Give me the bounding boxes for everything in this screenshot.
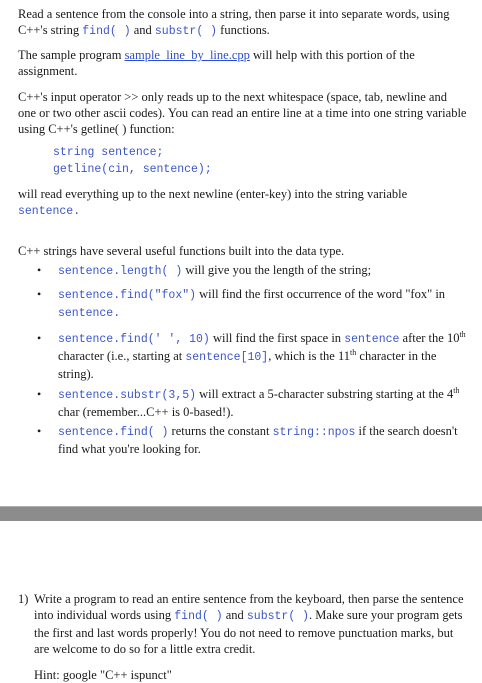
substr-code: substr( ) bbox=[154, 25, 218, 38]
code-line-1: string sentence; bbox=[53, 146, 164, 159]
bullet: • bbox=[37, 287, 42, 301]
npos-text: returns the constant bbox=[168, 424, 273, 438]
find-space-code-2: sentence bbox=[344, 333, 400, 346]
list-item-length bbox=[18, 262, 468, 280]
find-space-text-4: , which is the 11 bbox=[268, 349, 351, 363]
input-operator-text: C++'s input operator >> only reads up to the next whitespace (space, tab, newline and one or two other ascii codes). You can read an entire line at a time into one string variable using C++'s getline( ) function: bbox=[18, 90, 467, 136]
bullet: • bbox=[37, 263, 42, 277]
question-text-end: . Make sure your program gets the first and last words properly! You do not need to remove punctuation marks, but are welcome to do so for a little extra credit. bbox=[34, 608, 463, 656]
find-code: find( ) bbox=[82, 25, 131, 38]
bullet: • bbox=[37, 331, 42, 345]
substr-example-text: will extract a 5-character substring starting at the 4 bbox=[196, 387, 454, 401]
code-line-2: getline(cin, sentence); bbox=[53, 163, 212, 176]
question-substr-code: substr( ) bbox=[246, 610, 310, 623]
bullet: • bbox=[37, 387, 42, 401]
intro-paragraph bbox=[18, 6, 468, 40]
section-divider bbox=[0, 506, 482, 521]
functions-list bbox=[18, 262, 468, 457]
sample-text-end: will help with this portion of the assignment. bbox=[18, 48, 415, 78]
substr-example-code: sentence.substr(3,5) bbox=[58, 389, 197, 402]
find-space-text-3: character (i.e., starting at bbox=[58, 349, 186, 363]
npos-text-2: if the search doesn't find what you're looking for. bbox=[58, 424, 458, 456]
read-everything-text: will read everything up to the next newline (enter-key) into the string variable bbox=[18, 187, 408, 201]
find-fox-text: will find the first occurrence of the word "fox" in bbox=[196, 287, 446, 301]
list-item-npos bbox=[18, 423, 468, 457]
length-code: sentence.length( ) bbox=[58, 265, 183, 278]
question-and-text: and bbox=[222, 608, 247, 622]
list-item-substr bbox=[18, 386, 468, 420]
find-space-text-2: after the 10 bbox=[399, 331, 460, 345]
find-space-code: sentence.find(' ', 10) bbox=[58, 333, 210, 346]
find-fox-code-2: sentence. bbox=[58, 307, 121, 320]
superscript: th bbox=[453, 385, 460, 395]
sample-paragraph bbox=[18, 47, 468, 79]
read-everything-paragraph bbox=[18, 186, 468, 220]
code-block bbox=[53, 144, 212, 178]
question-number: 1) bbox=[18, 592, 29, 606]
list-item-find bbox=[18, 286, 468, 322]
question-text: Write a program to read an entire sentence from the keyboard, then parse the sentence into individual words using bbox=[34, 592, 464, 622]
strings-section bbox=[18, 243, 468, 463]
find-space-text-5: character in the string). bbox=[58, 349, 437, 381]
npos-code: sentence.find( ) bbox=[58, 426, 169, 439]
npos-constant-code: string::npos bbox=[272, 426, 356, 439]
find-fox-code: sentence.find("fox") bbox=[58, 289, 197, 302]
superscript: th bbox=[350, 347, 357, 357]
length-text: will give you the length of the string; bbox=[182, 263, 372, 277]
strings-intro: C++ strings have several useful functions built into the data type. bbox=[18, 244, 345, 258]
hint-text: Hint: google "C++ ispunct" bbox=[34, 668, 172, 682]
list-item-find-space bbox=[18, 330, 468, 382]
sample-program-link[interactable]: sample_line_by_line.cpp bbox=[124, 48, 250, 62]
and-text: and bbox=[130, 23, 155, 37]
sentence-code: sentence. bbox=[18, 205, 81, 218]
question-find-code: find( ) bbox=[174, 610, 223, 623]
find-space-code-3: sentence[10] bbox=[185, 351, 269, 364]
intro-text: Read a sentence from the console into a string, then parse it into separate words, using C++'s string bbox=[18, 7, 450, 37]
sample-text: The sample program bbox=[18, 48, 125, 62]
find-space-text: will find the first space in bbox=[209, 331, 345, 345]
substr-example-text-2: char (remember...C++ is 0-based!). bbox=[58, 405, 234, 419]
superscript: th bbox=[459, 329, 466, 339]
question-1 bbox=[18, 591, 468, 683]
functions-text: functions. bbox=[217, 23, 270, 37]
bullet: • bbox=[37, 424, 42, 438]
input-operator-paragraph bbox=[18, 89, 468, 137]
